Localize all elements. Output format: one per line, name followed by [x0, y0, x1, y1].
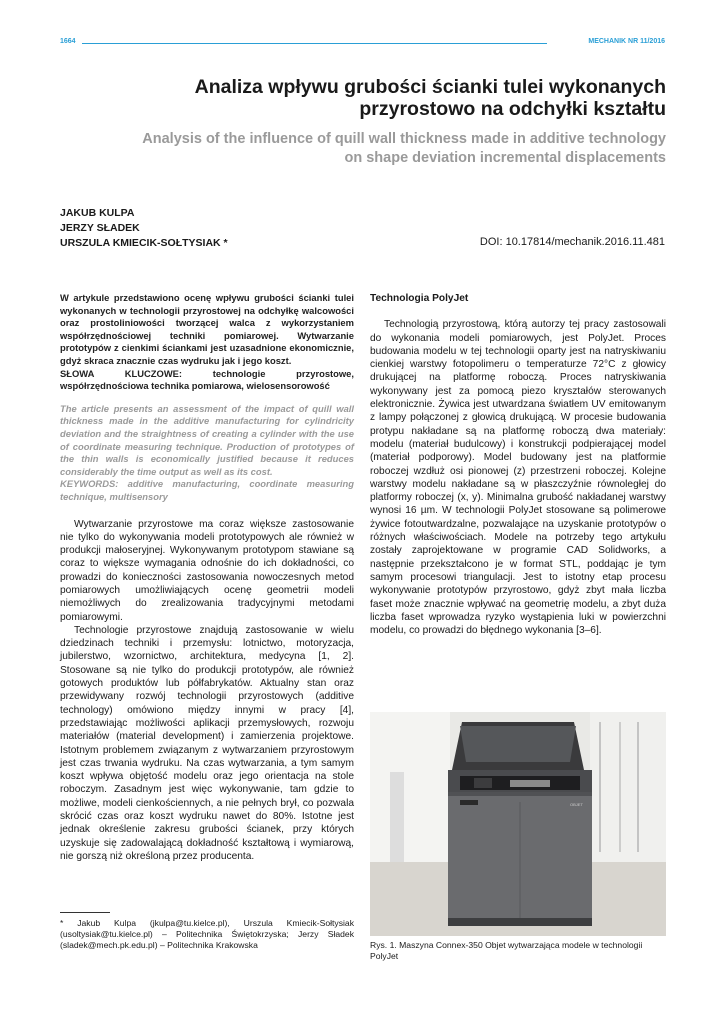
- doi: DOI: 10.17814/mechanik.2016.11.481: [479, 236, 665, 248]
- author: JAKUB KULPA: [60, 207, 135, 219]
- right-column: [370, 292, 666, 637]
- keywords-english: KEYWORDS: additive manufacturing, coordinate measuring technique, multisensory: [60, 478, 354, 502]
- page-number: 1664: [60, 38, 76, 45]
- body-paragraph: Wytwarzanie przyrostowe ma coraz większe zastosowanie nie tylko do wykonywania modeli prototypowych ale również w produkcji małoseryjnej. Wykonywanym prototypom stawiane są coraz to większe wymagania odnośnie do ich dokładności, co prowadzi do konieczności zastosowania nowoczesnych metod pomiarowych umożliwiających ocenę geometrii modeli niemożliwych do zrealizowania tradycyjnymi metodami pomiarowymi.: [60, 518, 354, 623]
- body-paragraph: Technologie przyrostowe znajdują zastosowanie w wielu dziedzinach techniki i przemysłu: lotnictwo, motoryzacja, jubilerstwo, wzornictwo, architektura, medycyna [1, 2]. Stosowane są nie tylko do produkcji prototypów, ale również gotowych produktów lub półfabrykatów. Aktualny stan oraz przewidywany rozwój technologii przyrostowych (additive technology) omówiono między innymi w pracy [4], przedstawiając możliwości aplikacji przemysłowych, rozwoju materiałów (material development) i zamierzenia projektowe. Istotnym problemem związanym z wytwarzaniem przyrostowym jest czas trwania wydruku. Na czas wytwarzania, a tym samym koszt wpływa objętość modelu oraz jego orientacja na stole roboczym. Zasadnym jest więc wykonywanie, tam gdzie to możliwe, modeli cienkościennych, a nie pełnych brył, co pozwala skrócić czas oraz koszt wydruku nawet do 80%. Istotne jest jednak określenie zakresu grubości ścianek, przy których uzyskuje się zadowalającą dokładność kształtową i wymiarową, nie gorszą niż określoną przez producenta.: [60, 624, 354, 862]
- left-column: [60, 292, 354, 863]
- running-header: [60, 38, 665, 52]
- section-heading: Technologia PolyJet: [370, 293, 469, 304]
- keywords-polish: SŁOWA KLUCZOWE: technologie przyrostowe, współrzędnościowa technika pomiarowa, wielosensorowość: [60, 367, 354, 392]
- title-polish: [80, 76, 666, 120]
- body-paragraph: Technologią przyrostową, którą autorzy tej pracy zastosowali do wykonania modeli pomiarowych, jest PolyJet. Proces budowania modelu w tej technologii oparty jest na natryskiwaniu cienkiej warstwy fotopolimeru o temperaturze 72°C z głowicy drukującej na platformę roboczą. Proces natryskiwania wykonywany jest za pomocą piezo kryształów sterowanych elektronicznie. Żywica jest utwardzana światłem UV emitowanym z lampy połączonej z głowicą drukującą. W procesie budowania protypu nakładane są na platformę roboczą dwa materiały: modelu (materiał budulcowy) i konstrukcji podpierającej model (materiał podporowy). Model budowany jest na platformie roboczej wzdłuż osi pionowej (z) przestrzeni roboczej. Kolejne warstwy modelu nakładane są w płaszczyźnie równoległej do platformy roboczej (x, y). Minimalna grubość nakładanej warstwy wynosi 16 µm. W technologii PolyJet stosowane są polimerowe żywice fotoutwardzalne, pozwalające na uzyskanie prototypów o różnych właściwościach. Modele na potrzeby tego artykułu zostały zaprojektowane w programie CAD Solidworks, a następnie przekształcono je w format STL, poddając je tym samym procesowi triangulacji. Jest to istotny etap procesu wykonywanie prototypów przyrostowo, gdyż zbyt mała liczba faset może znacznie wpływać na geometrię modelu, a zbyt duża liczba faset wprowadza ryzyko wystąpienia luki w powierzchni modelu, co prowadzi do błędnego wykonania [3–6].: [370, 319, 666, 637]
- abstract-polish: [60, 292, 354, 393]
- author: JERZY SŁADEK: [60, 222, 140, 234]
- footnote: * Jakub Kulpa (jkulpa@tu.kielce.pl), Urszula Kmiecik-Sołtysiak (usoltysiak@tu.kielce.pl) – Politechnika Świętokrzyska; Jerzy Sładek (sladek@mech.pk.edu.pl) – Politechnika Krakowska: [60, 918, 354, 950]
- figure-caption: Rys. 1. Maszyna Connex-350 Objet wytwarzająca modele w technologii PolyJet: [370, 940, 643, 961]
- header-rule: [82, 43, 547, 44]
- printer-photo: [370, 712, 666, 936]
- footnote-rule: [60, 912, 110, 913]
- abstract-english-text: The article presents an assessment of the impact of quill wall thickness made in the additive manufacturing for cylindricity deviation and the straightness of creating a cylinder with the use of coordinate measuring technique. Production of prototypes of the thin walls is economically justified because it reduces considerably the time output as well as its cost.: [60, 402, 354, 477]
- title-polish-line: Analiza wpływu grubości ścianki tulei wykonanych: [194, 76, 666, 98]
- author-list: [60, 206, 228, 251]
- author: URSZULA KMIECIK-SOŁTYSIAK *: [60, 237, 228, 249]
- journal-name: MECHANIK NR 11/2016: [588, 38, 665, 45]
- title-english-line: Analysis of the influence of quill wall thickness made in additive technology: [142, 131, 666, 147]
- abstract-english: [60, 403, 354, 504]
- title-polish-line: przyrostowo na odchyłki kształtu: [359, 98, 666, 120]
- title-english-line: on shape deviation incremental displacements: [344, 150, 666, 166]
- printer-brand-label: OBJET: [570, 802, 583, 807]
- printer-illustration: [370, 712, 666, 936]
- title-english: [60, 130, 666, 168]
- abstract-polish-text: W artykule przedstawiono ocenę wpływu grubości ścianki tulei wykonanych w technologii przyrostowej na odchyłkę walcowości oraz prostoliniowości tworzącej walca z wykorzystaniem współrzędnościowej techniki pomiarowej. Wytwarzanie prototypów z cienkimi ściankami jest uzasadnione ekonomicznie, gdyż skraca znacznie czas wydruku jak i jego koszt.: [60, 292, 354, 366]
